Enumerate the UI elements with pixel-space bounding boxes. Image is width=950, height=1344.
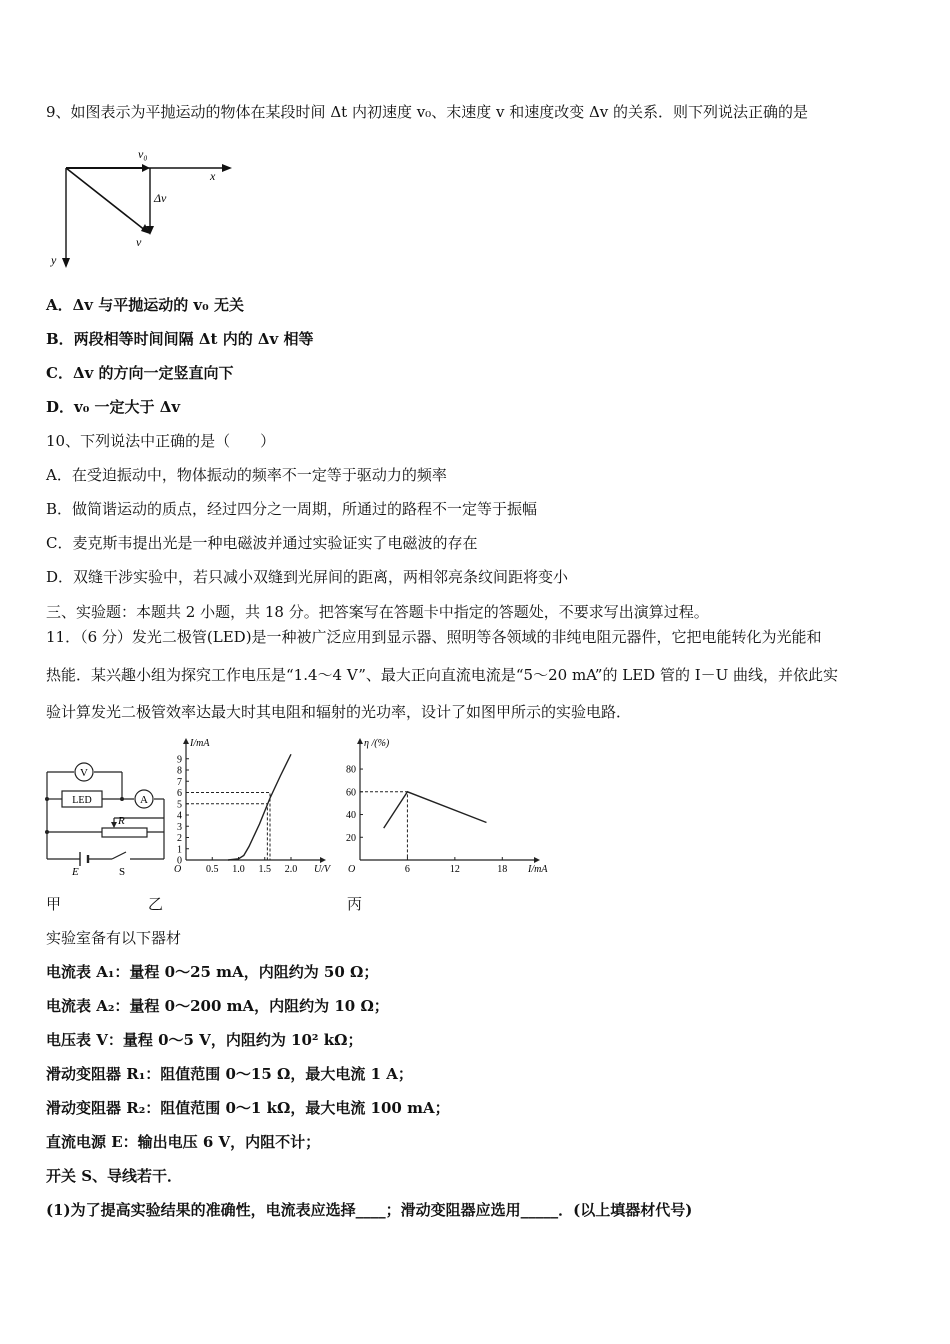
y-tick-label: 20 — [346, 832, 356, 844]
x-axis-label: I/mA — [528, 864, 548, 875]
q10-option-d: D．双缝干涉实验中，若只减小双缝到光屏间的距离，两相邻亮条纹间距将变小 — [46, 568, 569, 586]
fig-label-dv: Δv — [154, 191, 167, 205]
y-axis-arrow — [357, 738, 363, 744]
circuit-label-r: R — [118, 815, 125, 827]
material-r2: 滑动变阻器 R₂：阻值范围 0～1 kΩ，最大电流 100 mA； — [46, 1099, 450, 1117]
material-a2: 电流表 A₂：量程 0～200 mA，内阻约为 10 Ω； — [46, 997, 389, 1015]
origin-label: O — [174, 864, 182, 875]
q9-option-b: B．两段相等时间间隔 Δt 内的 Δv 相等 — [46, 330, 314, 348]
y-tick-label: 4 — [177, 810, 182, 822]
material-e: 直流电源 E：输出电压 6 V，内阻不计； — [46, 1133, 321, 1151]
y-tick-label: 0 — [177, 855, 182, 867]
y-tick-label: 60 — [346, 787, 356, 799]
q11-line-2: 热能．某兴趣小组为探究工作电压是“1.4～4 V”、最大正向直流电流是“5～20 mA”的 LED 管的 I－U 曲线，并依此实 — [46, 666, 839, 684]
circuit-label-s: S — [119, 866, 126, 877]
q11-line-3: 验计算发光二极管效率达最大时其电阻和辐射的光功率，设计了如图甲所示的实验电路． — [46, 703, 632, 721]
q11-sub-1: (1)为了提高实验结果的准确性，电流表应选择____；滑动变阻器应选用_____．(以上填器材代号) — [46, 1201, 693, 1219]
q9-stem: 9、如图表示为平抛运动的物体在某段时间 Δt 内初速度 v₀、末速度 v 和速度改变 Δv 的关系．则下列说法正确的是 — [46, 103, 809, 121]
y-tick-label: 7 — [177, 776, 182, 788]
fig-label-y: y — [51, 253, 57, 267]
x-tick-label: 0.5 — [206, 864, 219, 875]
circuit-label-v: V — [80, 767, 88, 779]
efficiency-chart — [340, 730, 555, 880]
y-axis-label: I/mA — [190, 738, 210, 749]
y-tick-label: 6 — [177, 788, 182, 799]
q10-option-c: C．麦克斯韦提出光是一种电磁波并通过实验证实了电磁波的存在 — [46, 534, 478, 552]
origin-label: O — [348, 864, 356, 875]
q9-option-a: A．Δv 与平抛运动的 v₀ 无关 — [46, 296, 244, 314]
x-axis-arrow — [534, 857, 540, 863]
q9-option-d: D．v₀ 一定大于 Δv — [46, 398, 181, 416]
q10-option-a: A．在受迫振动中，物体振动的频率不一定等于驱动力的频率 — [46, 466, 447, 484]
y-tick-label: 3 — [177, 821, 182, 833]
x-tick-label: 2.0 — [284, 864, 298, 875]
y-tick-label: 1 — [177, 844, 182, 856]
materials-intro: 实验室备有以下器材 — [46, 929, 182, 947]
x-tick-label: 6 — [404, 864, 410, 875]
q9-option-c: C．Δv 的方向一定竖直向下 — [46, 364, 234, 382]
figure-label-jia: 甲 — [46, 895, 62, 913]
material-v: 电压表 V：量程 0～5 V，内阻约为 10² kΩ； — [46, 1031, 363, 1049]
fig-label-v0: v₀ — [138, 147, 148, 161]
circuit-label-led: LED — [72, 795, 92, 806]
fig-label-x: x — [210, 169, 216, 183]
q9-velocity-figure — [46, 140, 246, 275]
section-3-heading: 三、实验题：本题共 2 小题，共 18 分。把答案写在答题卡中指定的答题处，不要求写出演算过程。 — [46, 603, 709, 621]
y-tick-label: 9 — [177, 754, 182, 766]
circuit-label-a: A — [140, 794, 148, 806]
guide-line — [186, 793, 270, 861]
y-tick-label: 5 — [177, 799, 182, 811]
figure-label-bing: 丙 — [347, 895, 363, 913]
circuit-label-e: E — [72, 866, 79, 877]
y-tick-label: 80 — [346, 764, 356, 776]
figure-label-yi: 乙 — [148, 895, 164, 913]
x-tick-label: 1.0 — [232, 864, 245, 875]
y-axis-arrow — [183, 738, 189, 744]
x-axis-arrow — [320, 857, 326, 863]
q10-stem: 10、下列说法中正确的是（ ） — [46, 432, 276, 450]
material-a1: 电流表 A₁：量程 0～25 mA，内阻约为 50 Ω； — [46, 963, 379, 981]
series-line — [228, 754, 291, 860]
y-tick-label: 40 — [346, 810, 356, 822]
series-line — [384, 792, 487, 828]
y-tick-label: 2 — [177, 833, 182, 844]
y-axis-label: η /(%) — [364, 738, 390, 749]
iu-chart — [172, 730, 342, 880]
x-tick-label: 12 — [449, 864, 460, 875]
q10-option-b: B．做简谐运动的质点，经过四分之一周期，所通过的路程不一定等于振幅 — [46, 500, 538, 518]
q11-line-1: 11．（6 分）发光二极管(LED)是一种被广泛应用到显示器、照明等各领域的非纯电阻元器件，它把电能转化为光能和 — [46, 628, 822, 646]
x-tick-label: 1.5 — [258, 864, 271, 875]
material-r1: 滑动变阻器 R₁：阻值范围 0～15 Ω，最大电流 1 A； — [46, 1065, 413, 1083]
material-s: 开关 S、导线若干． — [46, 1167, 183, 1185]
x-axis-label: U/V — [314, 864, 331, 875]
y-tick-label: 8 — [177, 765, 182, 777]
x-tick-label: 18 — [497, 864, 508, 875]
fig-label-v: v — [136, 235, 142, 249]
circuit-diagram — [42, 752, 182, 877]
